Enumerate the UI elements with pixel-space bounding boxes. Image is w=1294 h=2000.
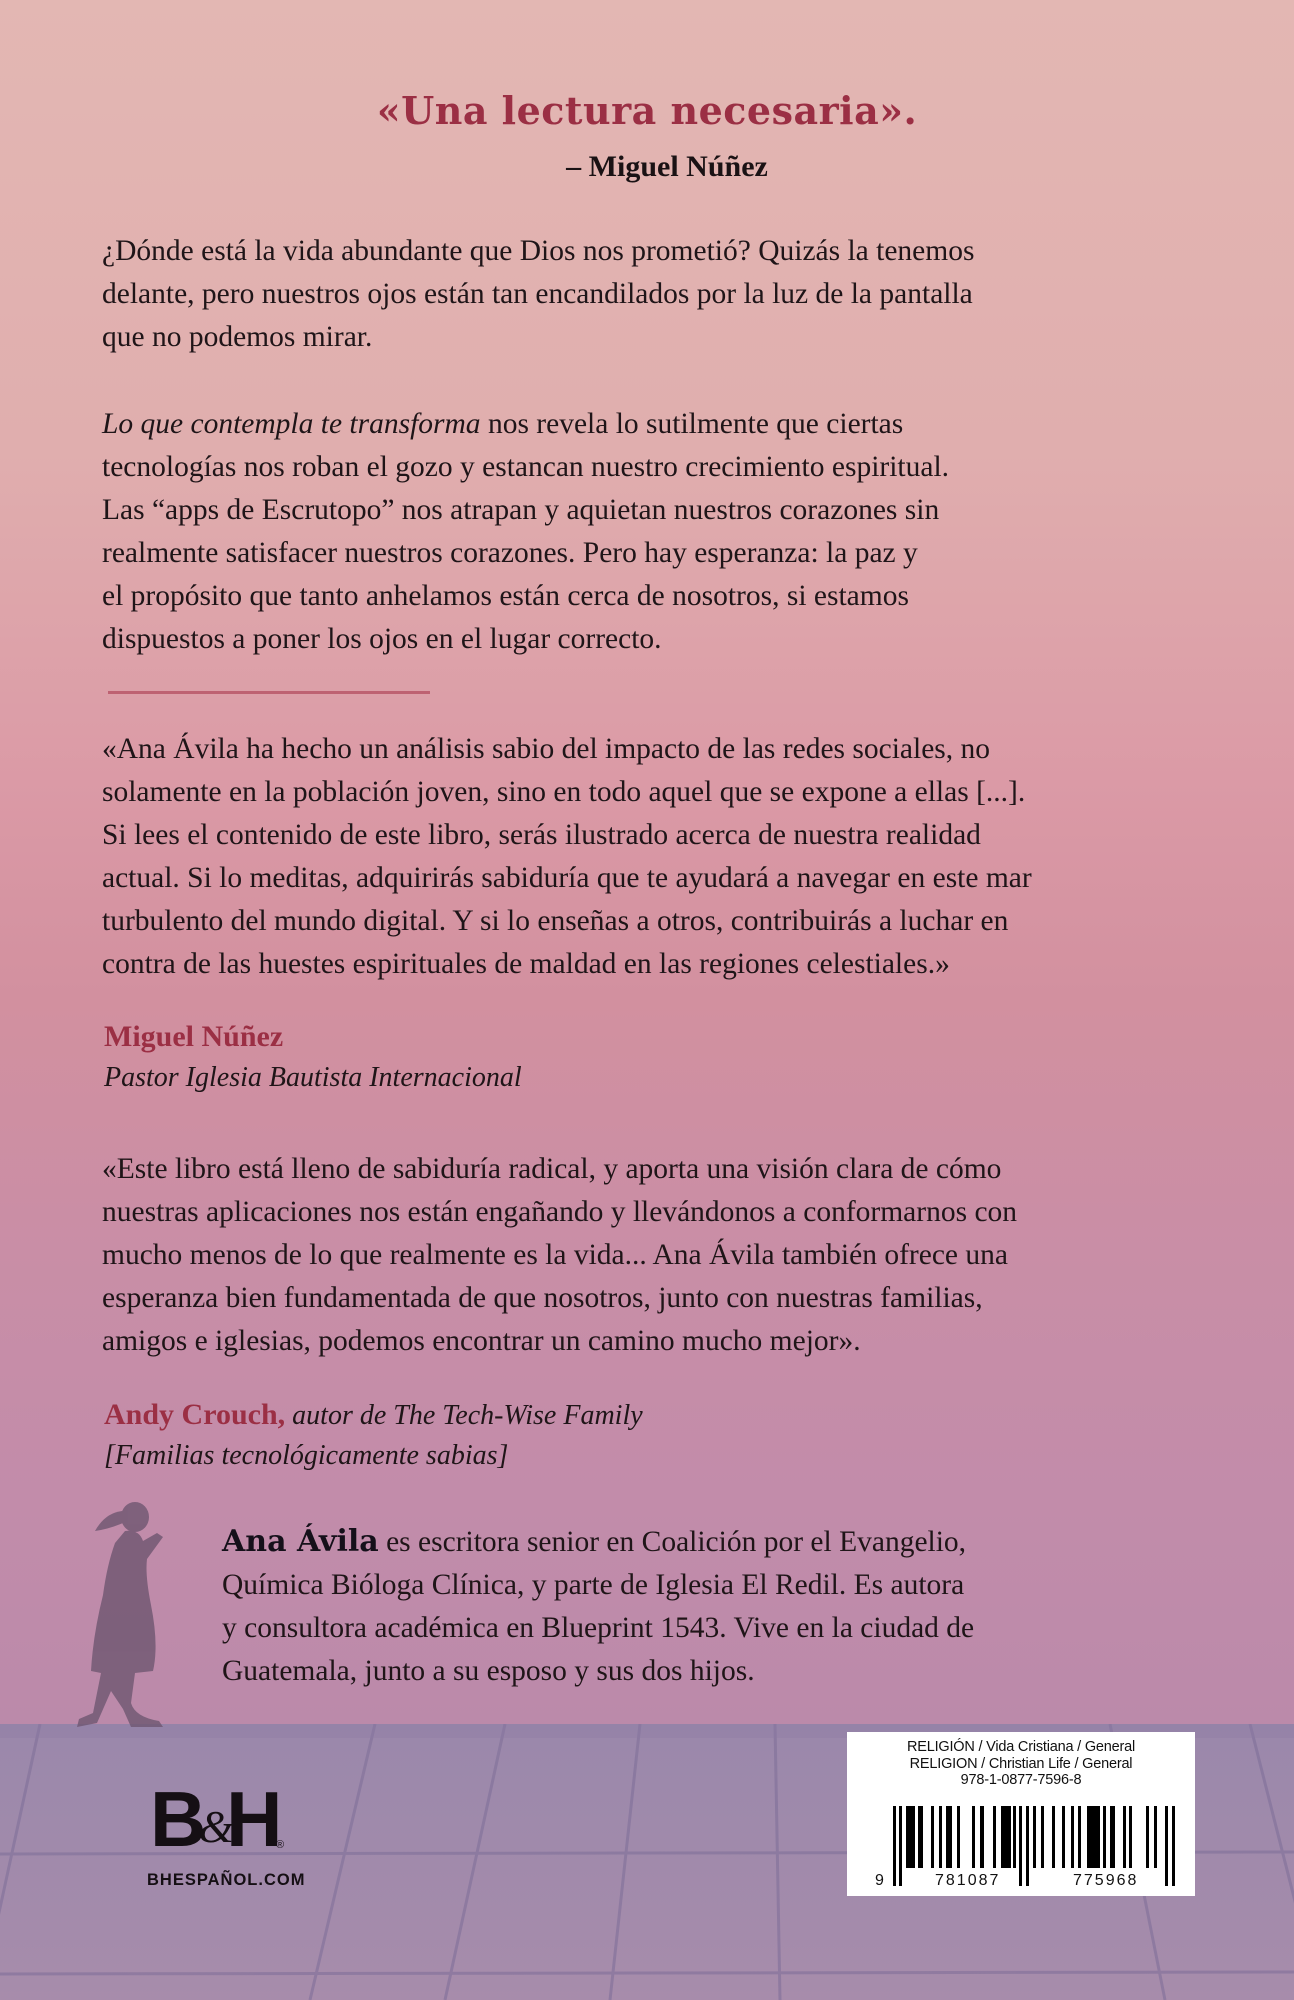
intro-line: que no podemos mirar. <box>102 321 373 353</box>
logo-letter-h: H <box>226 1775 277 1863</box>
author-bio-line: Química Bióloga Clínica, y parte de Iglesia El Redil. Es autora <box>222 1569 965 1601</box>
bh-publisher-logo-icon <box>147 1775 308 1890</box>
description-line: realmente satisfacer nuestros corazones. Pero hay esperanza: la paz y <box>102 537 918 569</box>
endorsement-line: actual. Si lo meditas, adquirirás sabiduría que te ayudará a navegar en este mar <box>102 862 1032 894</box>
endorsement-line: mucho menos de lo que realmente es la vida... Ana Ávila también ofrece una <box>102 1239 1008 1271</box>
description-line: el propósito que tanto anhelamos están cerca de nosotros, si estamos <box>102 580 909 612</box>
barcode-digits-right: 775968 <box>1073 1872 1139 1889</box>
barcode-digit-first: 9 <box>875 1872 884 1889</box>
endorsement-line: «Este libro está lleno de sabiduría radical, y aporta una visión clara de cómo <box>102 1153 1002 1185</box>
logo-mark <box>150 1775 280 1865</box>
endorsement-line: contra de las huestes espirituales de maldad en las regiones celestiales.» <box>102 948 950 980</box>
endorsement-1-quote <box>102 728 1202 986</box>
section-divider <box>108 691 430 694</box>
tagline-attribution: – Miguel Núñez <box>566 150 768 183</box>
logo-ampersand: & <box>198 1801 229 1852</box>
intro-line: delante, pero nuestros ojos están tan encandilados por la luz de la pantalla <box>102 278 973 310</box>
endorser-1-name: Miguel Núñez <box>104 1020 284 1053</box>
endorsement-line: amigos e iglesias, podemos encontrar un camino mucho mejor». <box>102 1325 861 1357</box>
barcode-digits-left: 781087 <box>935 1872 1001 1889</box>
book-title: Lo que contempla te transforma <box>102 408 481 440</box>
endorsement-line: Si lees el contenido de este libro, serás ilustrado acerca de nuestra realidad <box>102 819 981 851</box>
author-bio-line: y consultora académica en Blueprint 1543. Vive en la ciudad de <box>222 1612 975 1644</box>
endorsement-line: turbulento del mundo digital. Y si lo enseñas a otros, contribuirás a luchar en <box>102 905 1009 937</box>
barcode-category-en: RELIGION / Christian Life / General <box>909 1755 1133 1772</box>
endorser-2-name-text: Andy Crouch, <box>104 1398 286 1431</box>
author-name: Ana Ávila <box>222 1524 379 1559</box>
description-paragraph <box>102 403 1202 661</box>
endorsement-line: «Ana Ávila ha hecho un análisis sabio del impacto de las redes sociales, no <box>102 733 991 765</box>
author-bio <box>222 1520 1182 1693</box>
description-first-line-rest: nos revela lo sutilmente que ciertas <box>480 408 904 440</box>
endorsement-line: esperanza bien fundamentada de que nosotros, junto con nuestras familias, <box>102 1282 983 1314</box>
endorser-1-title: Pastor Iglesia Bautista Internacional <box>104 1062 522 1093</box>
isbn-barcode-icon <box>847 1732 1195 1896</box>
endorser-2-name <box>104 1398 643 1432</box>
registered-mark: ® <box>276 1839 285 1851</box>
tagline-quote: «Una lectura necesaria». <box>376 88 918 133</box>
endorsement-line: solamente en la población joven, sino en todo aquel que se expone a ellas [...]. <box>102 776 1026 808</box>
author-bio-first-line-rest: es escritora senior en Coalición por el Evangelio, <box>378 1526 967 1558</box>
description-line <box>102 403 1202 446</box>
barcode-category-es: RELIGIÓN / Vida Cristiana / General <box>906 1739 1136 1755</box>
barcode-bars-icon <box>847 1732 1195 1896</box>
intro-paragraph <box>102 230 1202 359</box>
description-line: dispuestos a poner los ojos en el lugar correcto. <box>102 623 662 655</box>
walking-woman-with-phone-icon <box>75 1495 205 1735</box>
endorser-2-inline-title: autor de The Tech-Wise Family <box>285 1400 643 1431</box>
endorser-2-title-translation: [Familias tecnológicamente sabias] <box>104 1440 509 1471</box>
author-bio-line <box>222 1520 1182 1564</box>
logo-letter-b: B <box>150 1775 201 1863</box>
endorsement-line: nuestras aplicaciones nos están engañando y llevándonos a conformarnos con <box>102 1196 1018 1228</box>
author-bio-line: Guatemala, junto a su esposo y sus dos hijos. <box>222 1655 755 1687</box>
description-line: tecnologías nos roban el gozo y estancan nuestro crecimiento espiritual. <box>102 451 950 483</box>
intro-line: ¿Dónde está la vida abundante que Dios nos prometió? Quizás la tenemos <box>102 235 975 267</box>
barcode-isbn: 978-1-0877-7596-8 <box>960 1772 1082 1788</box>
description-line: Las “apps de Escrutopo” nos atrapan y aquietan nuestros corazones sin <box>102 494 940 526</box>
endorsement-2-quote <box>102 1148 1202 1363</box>
publisher-url: BHESPAÑOL.COM <box>147 1871 306 1889</box>
